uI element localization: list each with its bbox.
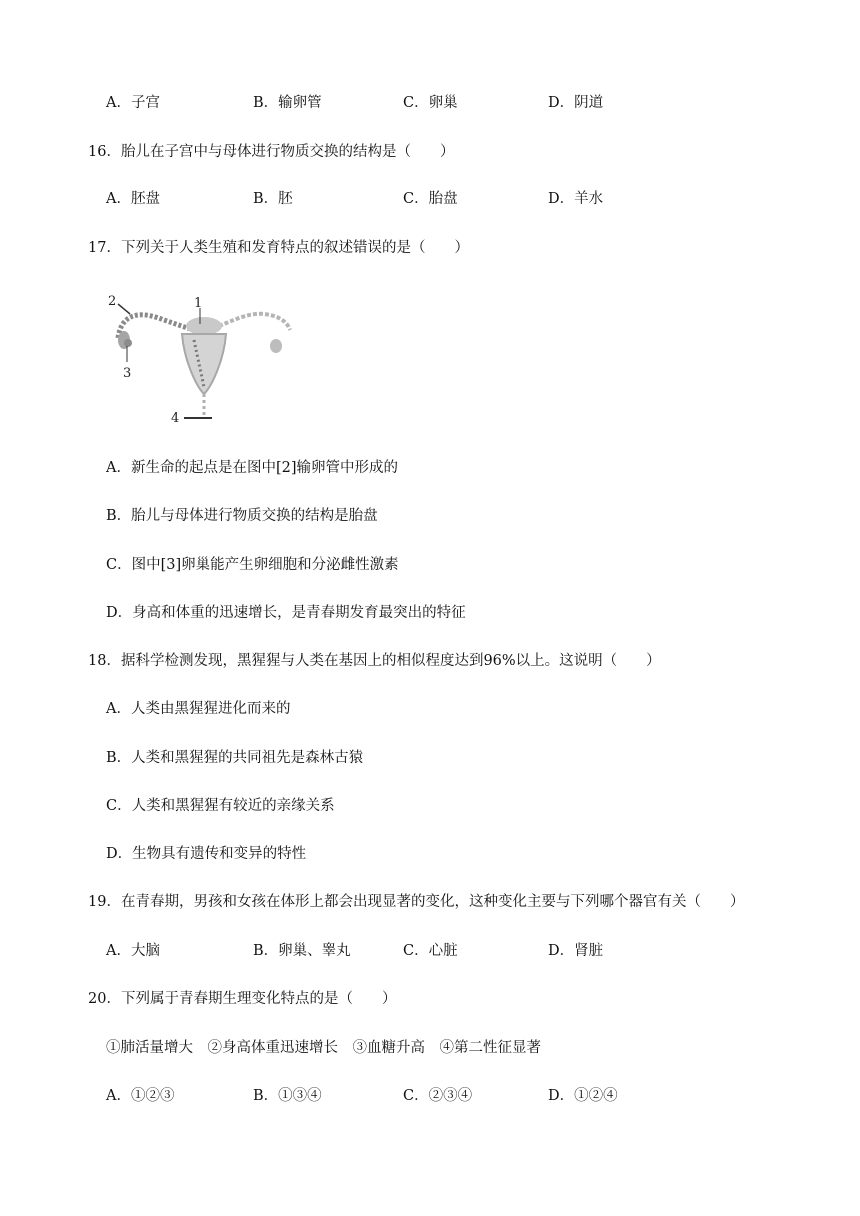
q19-option-a: A．大脑 xyxy=(106,943,160,959)
q19-option-d: D．肾脏 xyxy=(548,943,604,959)
figure-label-3: 3 xyxy=(123,366,132,381)
q18-stem: 18．据科学检测发现，黑猩猩与人类在基因上的相似程度达到96%以上。这说明（ ） xyxy=(88,653,661,669)
q17-stem: 17．下列关于人类生殖和发育特点的叙述错误的是（ ） xyxy=(88,240,469,256)
right-ovary-shape xyxy=(270,339,282,353)
q20-stem: 20．下列属于青春期生理变化特点的是（ ） xyxy=(88,991,397,1007)
q17-option-b: B．胎儿与母体进行物质交换的结构是胎盘 xyxy=(106,508,378,524)
q20-option-d: D．①②④ xyxy=(548,1088,618,1104)
q20-statements: ①肺活量增大 ②身高体重迅速增长 ③血糖升高 ④第二性征显著 xyxy=(106,1040,541,1056)
q19-option-c: C．心脏 xyxy=(403,943,458,959)
q15-option-d: D．阴道 xyxy=(548,95,604,111)
q20-option-c: C．②③④ xyxy=(403,1088,473,1104)
q16-option-c: C．胎盘 xyxy=(403,191,458,207)
q16-option-b: B．胚 xyxy=(253,191,293,207)
q16-option-a: A．胚盘 xyxy=(106,191,160,207)
q16-stem: 16．胎儿在子宫中与母体进行物质交换的结构是（ ） xyxy=(88,144,455,160)
q17-option-d: D．身高和体重的迅速增长，是青春期发育最突出的特征 xyxy=(106,605,466,621)
uterus-top-shape xyxy=(186,317,222,335)
figure-label-2: 2 xyxy=(108,294,117,309)
female-reproductive-system-diagram xyxy=(104,290,300,430)
q18-option-c: C．人类和黑猩猩有较近的亲缘关系 xyxy=(106,798,335,814)
q18-option-d: D．生物具有遗传和变异的特性 xyxy=(106,846,307,862)
figure-label-4: 4 xyxy=(171,411,180,426)
q17-option-c: C．图中[3]卵巢能产生卵细胞和分泌雌性激素 xyxy=(106,557,399,573)
q19-stem: 19．在青春期，男孩和女孩在体形上都会出现显著的变化，这种变化主要与下列哪个器官有关（ ） xyxy=(88,894,745,910)
q17-option-a: A．新生命的起点是在图中[2]输卵管中形成的 xyxy=(106,460,399,476)
q18-option-b: B．人类和黑猩猩的共同祖先是森林古猿 xyxy=(106,750,364,766)
q15-option-a: A．子宫 xyxy=(106,95,160,111)
q16-option-d: D．羊水 xyxy=(548,191,604,207)
q15-option-c: C．卵巢 xyxy=(403,95,458,111)
pointer-line-2 xyxy=(118,304,130,314)
q18-option-a: A．人类由黑猩猩进化而来的 xyxy=(106,701,291,717)
figure-label-1: 1 xyxy=(194,296,203,311)
q15-option-b: B．输卵管 xyxy=(253,95,322,111)
q20-option-b: B．①③④ xyxy=(253,1088,322,1104)
q19-option-b: B．卵巢、睾丸 xyxy=(253,943,351,959)
left-ovary-dot xyxy=(124,339,132,347)
q20-option-a: A．①②③ xyxy=(106,1088,175,1104)
female-reproductive-system-figure xyxy=(104,290,300,430)
